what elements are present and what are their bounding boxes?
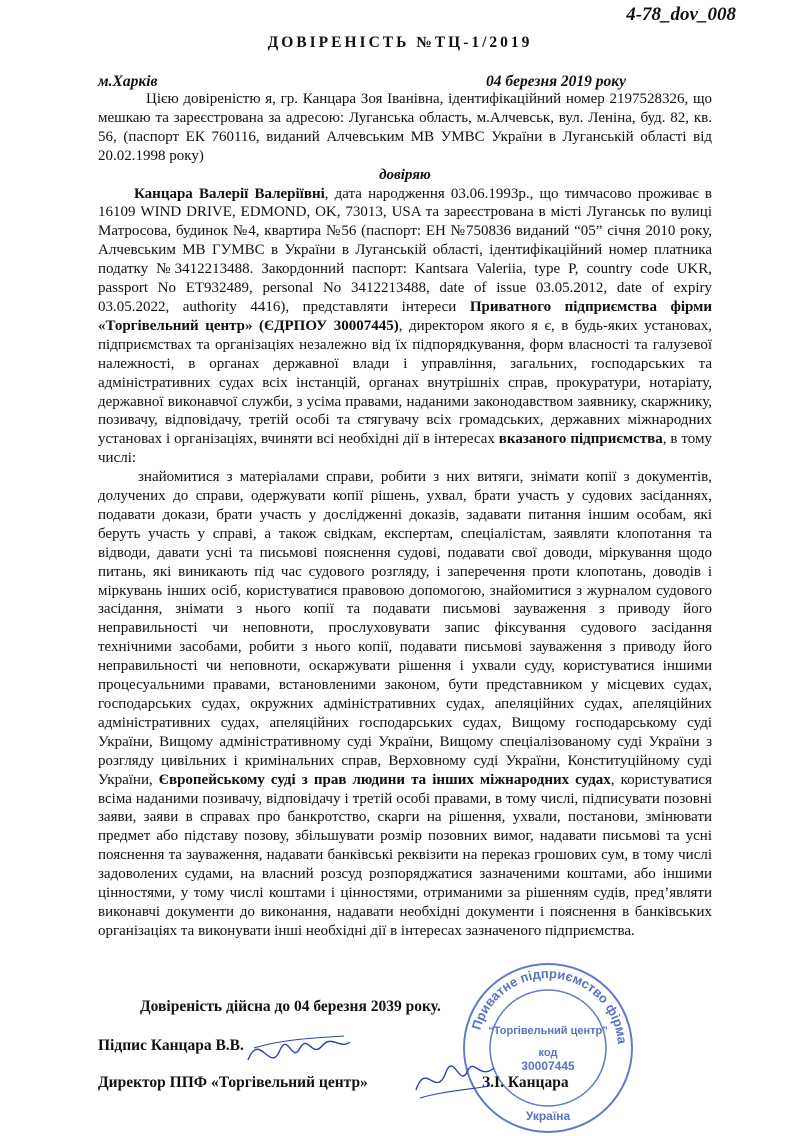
trustee-tail: , в тому числі: — [98, 431, 712, 467]
document-date: 04 березня 2019 року — [486, 73, 627, 90]
named-company: вказаного підприємства — [498, 431, 663, 448]
stamp-code-label: код — [538, 1047, 558, 1059]
powers-text-1: знайомитися з матеріалами справи, робити з них витяги, знімати копії з документів, долучених до справи, одержувати копії рішень, ухвал, брати участь у судових засіданнях, подавати докази, брати участь у дослідженні доказів, задавати питання іншим особам, які беруть участь у справі, а також свідкам, експертам, спеціалістам, заявляти клопотання та відводи, давати усні та письмові пояснення судові, подавати свої доводи, міркування щодо питань, які виникають під час судового розгляду, і заперечення проти клопотань, доводів і міркувань інших осіб, користуватися правовою допомогою, знайомитися з журналом судового засідання, знімати з нього копії та подавати письмові зауваження з приводу його неправильності чи неповноти, прослуховувати запис фіксування судового засідання технічними засобами, робити з нього копії, подавати письмові зауваження з приводу його неправильності чи неповноти, оскаржувати рішення і ухвали суду, користуватися іншими процесуальними правами, встановленими законом, бути представником у місцевих судах, господарських судах, окружних адміністративних судах, апеляційних судах, апеляційних адміністративних судах, апеляційних господарських судах, Вищому господарському суді України, Вищому адміністративному суді України, Вищому спеціалізованому суді України з розгляду цивільних і кримінальних справ, Верховному суді України, Конституційному суді України, — [98, 469, 712, 788]
represent-label: представляти інтереси — [302, 298, 470, 315]
intro-paragraph: Цією довіреністю я, гр. Канцара Зоя Іванівна, ідентифікаційний номер 2197528326, що мешкаю та зареєстрована за адресою: Луганська область, м.Алчевськ, вул. Леніна, буд. 82, кв. 56, (паспорт ЕК 760116, виданий Алчевським МВ УМВС України в Луганській області від 20.02.1998 року) — [98, 91, 712, 164]
powers-paragraph — [98, 468, 712, 941]
director-line: Директор ППФ «Торгівельний центр» — [98, 1074, 368, 1091]
document-city: м.Харків — [98, 73, 158, 90]
document-id: 4-78_dov_008 — [626, 4, 736, 25]
trust-word: довіряю — [379, 166, 431, 183]
company-name: Приватного підприємства фірми «Торгівельний центр» (ЄДРПОУ 30007445) — [98, 298, 712, 334]
trustee-paragraph — [98, 185, 712, 469]
document-title: ДОВІРЕНІСТЬ №ТЦ-1/2019 — [267, 34, 533, 51]
stamp-ring-text: Приватне підприємство фірма — [468, 965, 630, 1045]
validity-line: Довіреність дійсна до 04 березня 2039 року. — [140, 998, 441, 1015]
signature-scribble — [240, 1020, 355, 1080]
stamp-code: 30007445 — [521, 1059, 575, 1073]
trustee-details-1: , дата народження 03.06.1993р., що тимчасово проживає в 16109 WIND DRIVE, EDMOND, OK, 73013, USA та зареєстрована в місті Луганськ по вулиці Матросова, будинок №4, квартира №56 (паспорт: ЕН №750836 виданий “05” січня 2010 року, Алчевським МВ ГУМВС в України в Луганській області, ідентифікаційний номер платника податку №3412213488. Закордонний паспорт: Kantsara Valeriia, type P, country code UKR, passport No ET932489, personal No 3412213488, date of issue 03.05.2012, date of expiry 03.05.2022, authority 4416), — [98, 185, 712, 315]
stamp-center-name: “Торгівельний центр” — [488, 1025, 608, 1037]
signature-line: Підпис Канцара В.В. — [98, 1037, 244, 1054]
powers-text-2: , користуватися всіма наданими позивачу, відповідачу і третій особі правами, в тому числі, підписувати позовні заяви, заяви в справах про банкротство, скарги на рішення, ухвали, постанови, змінювати предмет або підставу позову, збільшувати розмір позовних вимог, надавати письмові та усні пояснення та зауваження, надавати банківські реквізити на переказ грошових сум, в тому числі задоволених судами, на власний розсуд розпоряджатися зазначеними коштами, або іншими цінностями, у тому числі коштами і цінностями, отриманими за рішенням судів, пред’являти виконавчі документи до виконання, надавати необхідні документи і пояснення в банківських організаціях та виконувати інші необхідні дії в інтересах зазначеного підприємства. — [98, 771, 712, 939]
stamp-country: Україна — [525, 1109, 571, 1123]
director-name: З.І. Канцара — [482, 1074, 569, 1091]
trustee-details-2: , директором якого я є, в будь-яких установах, підприємствах та організаціях незалежно від їх підпорядкування, форм власності та галузевої належності, в органах державної влади і управління, загальних, господарських та адміністративних судах всіх інстанцій, органах внутрішніх справ, прокуратури, нотаріату, державної виконавчої служби, з усіма правами, наданими законодавством заявнику, скаржнику, позивачу, відповідачу, третій особі та стягувачу всіх громадських, державних міжнародних установах і організаціях, вчиняти всі необхідні дії в інтересах — [98, 317, 712, 448]
trustee-name: Канцара Валерії Валеріївні — [134, 185, 325, 202]
director-signature-scribble — [410, 1040, 500, 1110]
echr-court: Європейському суді з прав людини та інших міжнародних судах — [158, 771, 611, 788]
document-body — [98, 90, 712, 941]
